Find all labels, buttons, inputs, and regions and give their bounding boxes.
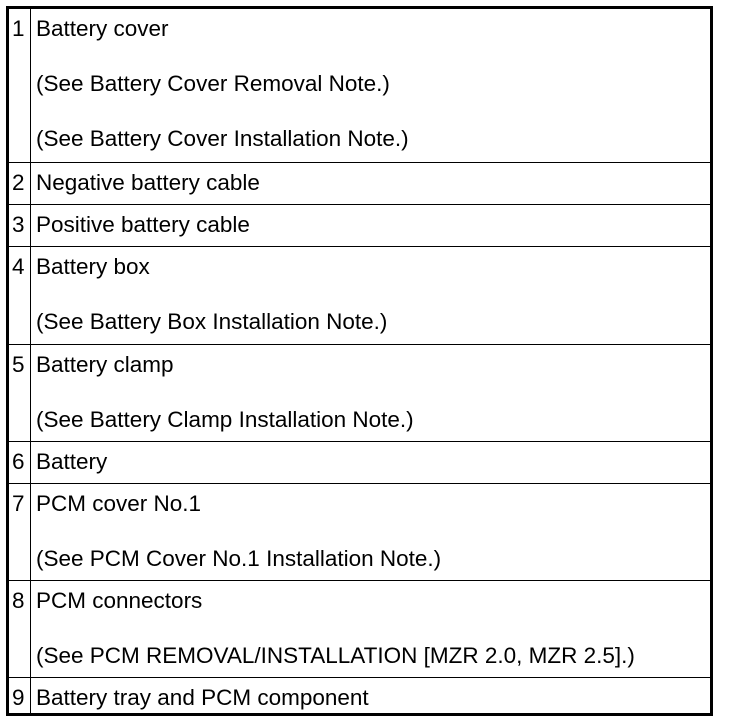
row-line: (See Battery Cover Removal Note.) [36,71,390,96]
row-number: 7 [9,484,31,580]
row-line: Negative battery cable [36,170,260,195]
table-row [9,483,710,580]
row-line: (See Battery Cover Installation Note.) [36,126,409,151]
row-description [31,163,710,204]
table-row [9,9,710,162]
row-number: 5 [9,345,31,441]
table-row [9,162,710,204]
row-description [31,442,710,483]
table-row [9,246,710,344]
row-number: 3 [9,205,31,246]
table-row [9,204,710,246]
row-line: Battery [36,449,108,474]
row-description [31,205,710,246]
row-number: 6 [9,442,31,483]
row-number: 1 [9,9,31,162]
row-description [31,345,710,441]
row-line: Battery box [36,254,150,279]
row-line: Battery clamp [36,352,174,377]
row-line: Positive battery cable [36,212,250,237]
row-description [31,9,710,162]
row-number: 9 [9,678,31,713]
table-row [9,677,710,713]
row-number: 4 [9,247,31,344]
row-description [31,484,710,580]
parts-table [6,6,713,716]
row-line: PCM cover No.1 [36,491,202,516]
row-line: (See PCM REMOVAL/INSTALLATION [MZR 2.0, MZR 2.5].) [36,643,635,668]
table-row [9,441,710,483]
row-description [31,581,710,677]
row-line: (See Battery Box Installation Note.) [36,309,388,334]
row-line: (See PCM Cover No.1 Installation Note.) [36,546,442,571]
row-line: (See Battery Clamp Installation Note.) [36,407,414,432]
table-row [9,344,710,441]
table-row [9,580,710,677]
row-description [31,678,710,713]
row-line: PCM connectors [36,588,203,613]
row-number: 8 [9,581,31,677]
row-line: Battery cover [36,16,169,41]
row-description [31,247,710,344]
row-line: Battery tray and PCM component [36,685,369,710]
row-number: 2 [9,163,31,204]
